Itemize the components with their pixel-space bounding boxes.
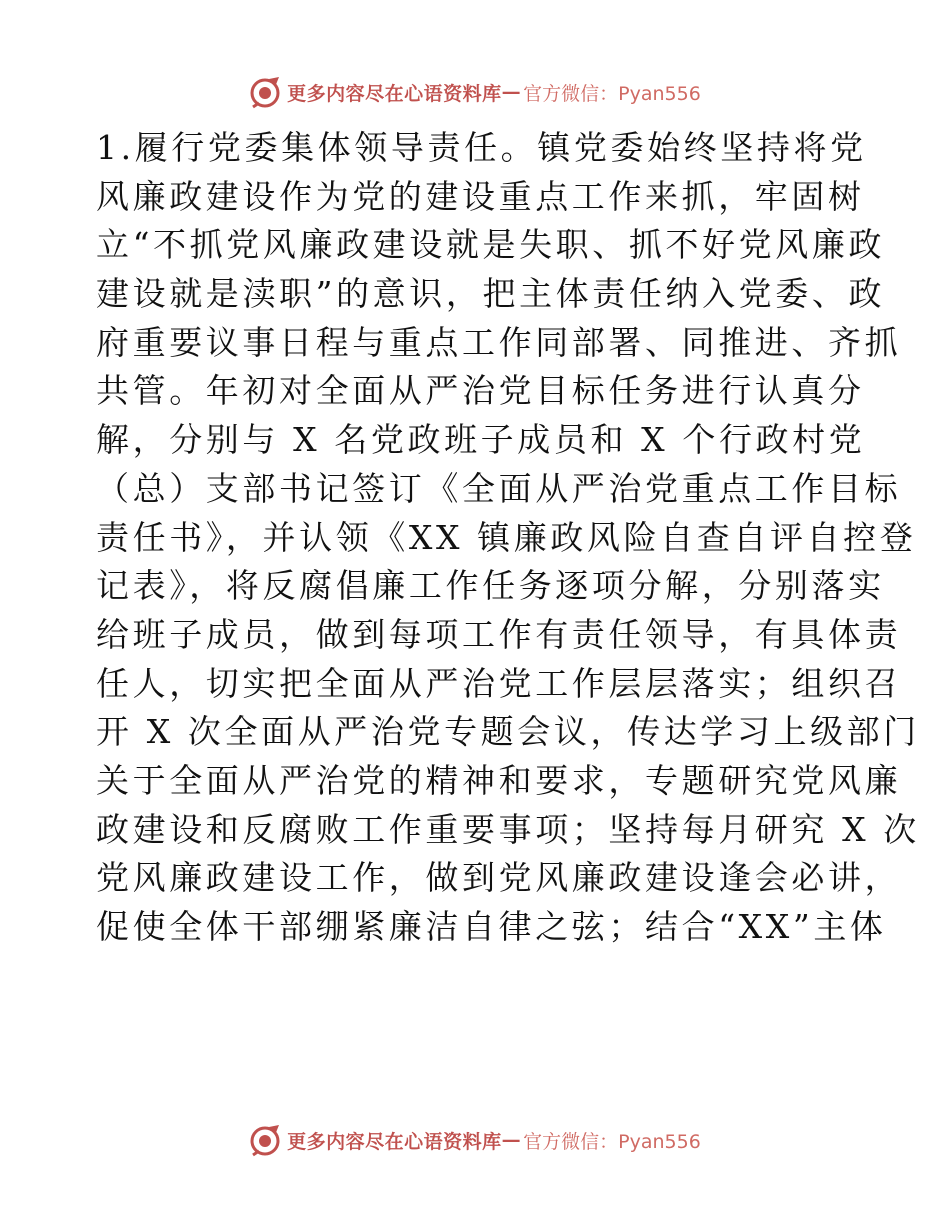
text-line: 责任书》，并认领《XX 镇廉政风险自查自评自控登: [96, 517, 917, 557]
brand-logo-icon: [249, 1123, 283, 1157]
text-line: 立“不抓党风廉政建设就是失职、抓不好党风廉政: [96, 225, 886, 265]
text-line: 给班子成员，做到每项工作有责任领导，有具体责: [96, 614, 902, 654]
text-line: 解，分别与 X 名党政班子成员和 X 个行政村党: [96, 420, 866, 460]
document-body: [96, 124, 920, 952]
text-line: 促使全体干部绷紧廉洁自律之弦；结合“XX”主体: [96, 907, 887, 946]
text-line: 关于全面从严治党的精神和要求，专题研究党风廉: [96, 760, 902, 800]
footer-banner: [0, 1118, 950, 1162]
text-line: 政建设和反腐败工作重要事项；坚持每月研究 X 次: [96, 809, 920, 849]
banner-contact: 官方微信：Pyan556: [523, 82, 701, 105]
text-line: （总）支部书记签订《全面从严治党重点工作目标: [96, 468, 902, 508]
text-line: 共管。年初对全面从严治党目标任务进行认真分: [96, 371, 865, 411]
banner-separator: —: [501, 1129, 522, 1151]
text-line: 风廉政建设作为党的建设重点工作来抓，牢固树: [96, 176, 865, 216]
text-line: 党风廉政建设工作，做到党风廉政建设逢会必讲，: [96, 858, 902, 898]
header-banner: [0, 70, 950, 114]
banner-text: 更多内容尽在心语资料库: [287, 1130, 502, 1153]
banner-contact: 官方微信：Pyan556: [523, 1130, 701, 1153]
text-line: 建设就是渎职”的意识，把主体责任纳入党委、政: [96, 274, 886, 314]
text-line: 任人，切实把全面从严治党工作层层落实；组织召: [96, 663, 902, 703]
brand-logo-icon: [249, 75, 283, 109]
banner-text: 更多内容尽在心语资料库: [287, 82, 502, 105]
text-line: 1.履行党委集体领导责任。镇党委始终坚持将党: [96, 128, 867, 167]
banner-separator: —: [501, 81, 522, 103]
text-line: 记表》，将反腐倡廉工作任务逐项分解，分别落实: [96, 566, 885, 606]
text-line: 开 X 次全面从严治党专题会议，传达学习上级部门: [96, 712, 920, 752]
text-line: 府重要议事日程与重点工作同部署、同推进、齐抓: [96, 322, 902, 362]
